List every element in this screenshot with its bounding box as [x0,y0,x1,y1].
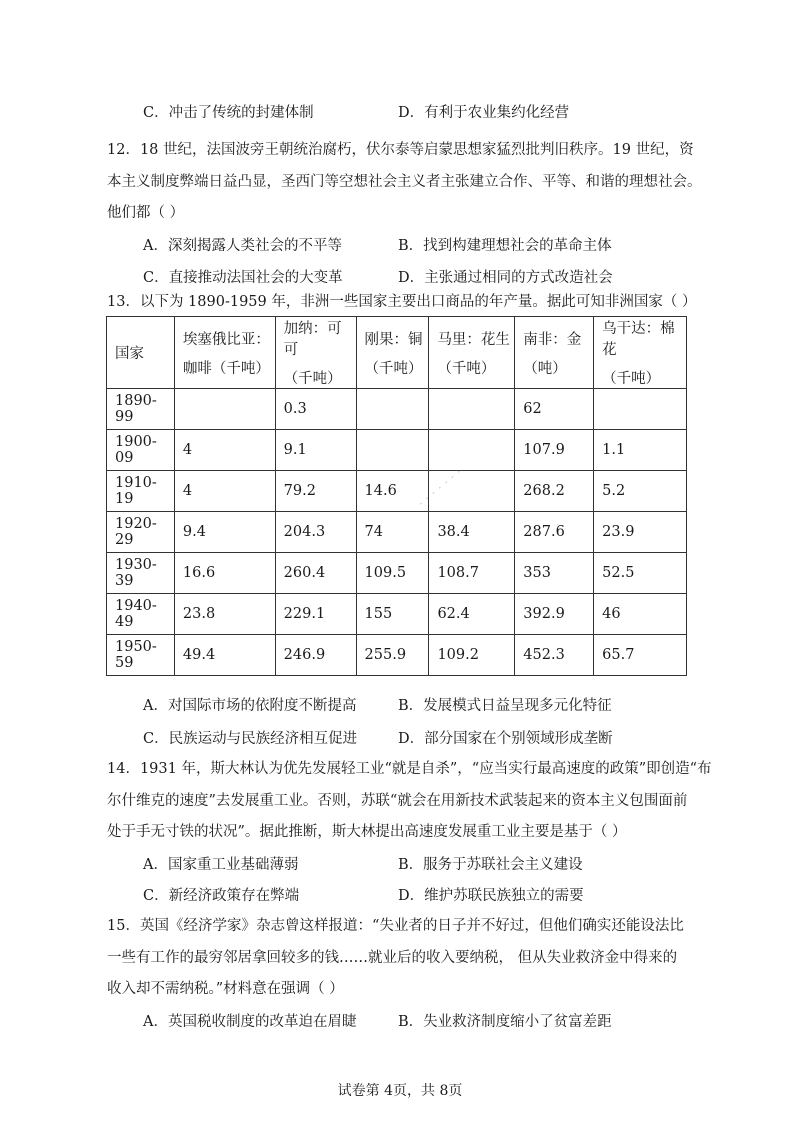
q14-stem-line-1: 14．1931 年，斯大林认为优先发展轻工业“就是自杀”，“应当实行最高速度的政策”即创造“布 [107,761,712,777]
export-table [106,316,687,676]
table-cell [429,389,515,430]
table-cell: 5.2 [594,471,687,512]
table-cell: 52.5 [594,553,687,594]
table-cell: 1.1 [594,430,687,471]
q12-option-c: C．直接推动法国社会的大变革 [143,270,343,286]
table-cell: 1900-09 [107,430,175,471]
q13-option-a: A．对国际市场的依附度不断提高 [143,698,357,714]
q12-option-b: B．找到构建理想社会的革命主体 [398,238,612,254]
q15-stem-line-2: 一些有工作的最穷邻居拿回较多的钱……就业后的收入要纳税， 但从失业救济金中得来的 [107,950,678,966]
table-cell: 16.6 [174,553,275,594]
table-header-cell: 乌干达：棉花 （千吨） [594,317,687,389]
table-cell: 23.9 [594,512,687,553]
q14-option-c: C．新经济政策存在弊端 [143,888,300,904]
table-cell: 4 [174,471,275,512]
q12-stem-line-1: 12．18 世纪，法国波旁王朝统治腐朽，伏尔泰等启蒙思想家猛烈批判旧秩序。19 世纪，资 [107,142,694,158]
q14-option-b: B．服务于苏联社会主义建设 [398,857,583,873]
table-cell: 9.4 [174,512,275,553]
table-cell [429,430,515,471]
table-cell: 49.4 [174,635,275,676]
q14-stem-line-2: 尔什维克的速度”去发展重工业。否则，苏联“就会在用新技术武装起来的资本主义包围面前 [107,793,688,809]
table-cell: 38.4 [429,512,515,553]
table-cell: 260.4 [275,553,356,594]
q15-option-b: B．失业救济制度缩小了贫富差距 [398,1014,612,1030]
table-cell: 1930-39 [107,553,175,594]
table-row [107,512,687,553]
q12-stem-line-2: 本主义制度弊端日益凸显，圣西门等空想社会主义者主张建立合作、平等、和谐的理想社会。 [107,174,702,190]
q15-stem-line-1: 15．英国《经济学家》杂志曾这样报道：“失业者的日子并不好过，但他们确实还能设法比 [107,918,684,934]
table-header-cell: 国家 [107,317,175,389]
table-cell: 452.3 [515,635,594,676]
table-cell [174,389,275,430]
q14-stem-line-3: 处于手无寸铁的状况”。据此推断，斯大林提出高速度发展重工业主要是基于（ ） [107,824,627,840]
watermark: · · · · · · · [415,465,466,512]
table-header-cell: 马里：花生 （千吨） [429,317,515,389]
table-cell: 23.8 [174,594,275,635]
q15-option-a: A．英国税收制度的改革迫在眉睫 [143,1014,357,1030]
q13-stem: 13．以下为 1890-1959 年，非洲一些国家主要出口商品的年产量。据此可知非洲国家（ ） [107,294,697,310]
table-cell: 62.4 [429,594,515,635]
table-cell: 155 [356,594,429,635]
table-cell: 287.6 [515,512,594,553]
table-cell: 353 [515,553,594,594]
table-cell [356,389,429,430]
table-cell: 229.1 [275,594,356,635]
table-cell: 107.9 [515,430,594,471]
q14-option-d: D．维护苏联民族独立的需要 [398,888,584,904]
table-header-cell: 加纳：可可 （千吨） [275,317,356,389]
table-row [107,635,687,676]
table-header-cell: 南非：金 （吨） [515,317,594,389]
table-cell: 14.6 [356,471,429,512]
table-cell: 46 [594,594,687,635]
table-cell: 268.2 [515,471,594,512]
table-cell: 204.3 [275,512,356,553]
table-header-row [107,317,687,389]
table-cell: 1940-49 [107,594,175,635]
table-header-cell: 刚果：铜 （千吨） [356,317,429,389]
table-cell: 9.1 [275,430,356,471]
q12-option-a: A．深刻揭露人类社会的不平等 [143,238,342,254]
table-cell: 1950-59 [107,635,175,676]
table-header-cell: 埃塞俄比亚： 咖啡（千吨） [174,317,275,389]
q13-option-b: B．发展模式日益呈现多元化特征 [398,698,612,714]
table-cell: 4 [174,430,275,471]
table-row [107,594,687,635]
table-row [107,430,687,471]
table-cell: 109.5 [356,553,429,594]
table-cell: 255.9 [356,635,429,676]
table-cell: 1920-29 [107,512,175,553]
table-row [107,471,687,512]
q14-option-a: A．国家重工业基础薄弱 [143,857,299,873]
table-cell: 79.2 [275,471,356,512]
table-cell: 65.7 [594,635,687,676]
table-cell: 1910-19 [107,471,175,512]
q13-option-c: C．民族运动与民族经济相互促进 [143,731,358,747]
table-cell: 74 [356,512,429,553]
table-cell: 392.9 [515,594,594,635]
q13-option-d: D．部分国家在个别领域形成垄断 [398,731,613,747]
q12-stem-line-3: 他们都（ ） [107,205,185,221]
q15-stem-line-3: 收入却不需纳税。”材料意在强调（ ） [107,981,344,997]
table-cell: 1890-99 [107,389,175,430]
q12-option-d: D．主张通过相同的方式改造社会 [398,270,613,286]
table-cell: 109.2 [429,635,515,676]
table-cell: 0.3 [275,389,356,430]
table-cell: 62 [515,389,594,430]
table-cell [594,389,687,430]
page-footer: 试卷第 4页，共 8页 [337,1083,463,1099]
table-cell: 108.7 [429,553,515,594]
table-row [107,553,687,594]
q11-option-c: C．冲击了传统的封建体制 [143,105,314,121]
table-cell: 246.9 [275,635,356,676]
table-row [107,389,687,430]
table-cell [356,430,429,471]
q11-option-d: D．有利于农业集约化经营 [398,105,570,121]
